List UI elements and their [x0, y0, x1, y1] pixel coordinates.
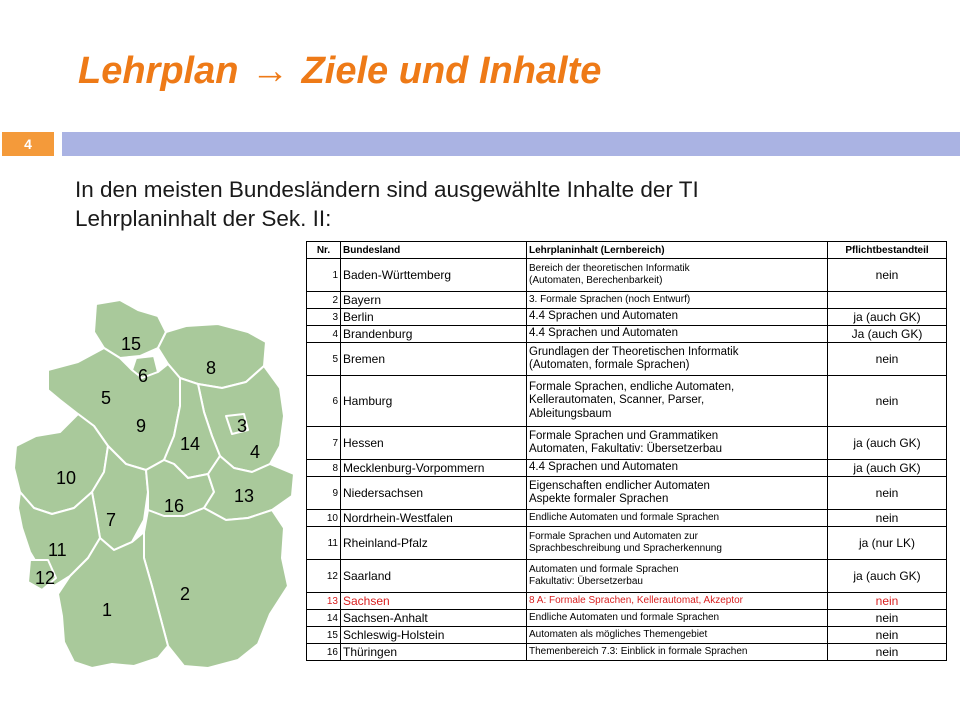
cell-pflichtbestandteil: nein: [828, 510, 947, 527]
cell-lehrplaninhalt: Themenbereich 7.3: Einblick in formale Sprachen: [527, 644, 828, 661]
header-bundesland: Bundesland: [341, 242, 527, 259]
map-number-2: 2: [180, 584, 191, 604]
cell-lehrplaninhalt: 4.4 Sprachen und Automaten: [527, 326, 828, 343]
map-number-5: 5: [101, 388, 112, 408]
cell-pflichtbestandteil: ja (auch GK): [828, 309, 947, 326]
cell-lehrplaninhalt: 4.4 Sprachen und Automaten: [527, 460, 828, 477]
cell-bundesland: Saarland: [341, 560, 527, 593]
cell-pflichtbestandteil: ja (nur LK): [828, 527, 947, 560]
table-row: [307, 644, 947, 661]
cell-lehrplaninhalt: 4.4 Sprachen und Automaten: [527, 309, 828, 326]
map-number-13: 13: [234, 486, 255, 506]
intro-line-2: Lehrplaninhalt der Sek. II:: [75, 206, 332, 231]
table-row: [307, 460, 947, 477]
cell-lehrplaninhalt: Automaten und formale Sprachen Fakultativ: Übersetzerbau: [527, 560, 828, 593]
cell-nr: 13: [307, 593, 341, 610]
cell-pflichtbestandteil: ja (auch GK): [828, 560, 947, 593]
table-row: [307, 326, 947, 343]
slide-title: [78, 50, 601, 93]
cell-nr: 14: [307, 610, 341, 627]
cell-pflichtbestandteil: nein: [828, 259, 947, 292]
cell-bundesland: Niedersachsen: [341, 477, 527, 510]
cell-bundesland: Thüringen: [341, 644, 527, 661]
map-number-8: 8: [206, 358, 217, 378]
cell-nr: 16: [307, 644, 341, 661]
cell-lehrplaninhalt: Bereich der theoretischen Informatik (Automaten, Berechenbarkeit): [527, 259, 828, 292]
cell-lehrplaninhalt: Automaten als mögliches Themengebiet: [527, 627, 828, 644]
header-pflichtbestandteil: Pflichtbestandteil: [828, 242, 947, 259]
header-bar: [62, 132, 960, 156]
header-lehrplaninhalt: Lehrplaninhalt (Lernbereich): [527, 242, 828, 259]
table-row: [307, 593, 947, 610]
cell-nr: 9: [307, 477, 341, 510]
cell-bundesland: Baden-Württemberg: [341, 259, 527, 292]
header-nr: Nr.: [307, 242, 341, 259]
cell-bundesland: Bremen: [341, 343, 527, 376]
map-number-1: 1: [102, 600, 113, 620]
map-number-12: 12: [35, 568, 56, 588]
germany-map-svg: [8, 296, 298, 720]
table-row: [307, 259, 947, 292]
cell-nr: 12: [307, 560, 341, 593]
intro-text: [75, 175, 935, 233]
cell-lehrplaninhalt: 8 A: Formale Sprachen, Kellerautomat, Akzeptor: [527, 593, 828, 610]
cell-bundesland: Sachsen-Anhalt: [341, 610, 527, 627]
cell-lehrplaninhalt: Grundlagen der Theoretischen Informatik (Automaten, formale Sprachen): [527, 343, 828, 376]
cell-lehrplaninhalt: Endliche Automaten und formale Sprachen: [527, 510, 828, 527]
cell-lehrplaninhalt: Formale Sprachen und Grammatiken Automaten, Fakultativ: Übersetzerbau: [527, 427, 828, 460]
map-number-11: 11: [48, 540, 67, 560]
cell-bundesland: Hessen: [341, 427, 527, 460]
table-row: [307, 627, 947, 644]
cell-pflichtbestandteil: nein: [828, 376, 947, 427]
cell-nr: 6: [307, 376, 341, 427]
cell-nr: 4: [307, 326, 341, 343]
cell-nr: 5: [307, 343, 341, 376]
cell-nr: 7: [307, 427, 341, 460]
germany-map: [8, 296, 298, 720]
map-number-7: 7: [106, 510, 117, 530]
cell-pflichtbestandteil: nein: [828, 593, 947, 610]
map-number-4: 4: [250, 442, 261, 462]
map-number-3: 3: [237, 416, 248, 436]
cell-bundesland: Schleswig-Holstein: [341, 627, 527, 644]
cell-bundesland: Mecklenburg-Vorpommern: [341, 460, 527, 477]
cell-lehrplaninhalt: 3. Formale Sprachen (noch Entwurf): [527, 292, 828, 309]
map-number-14: 14: [180, 434, 201, 454]
table-row: [307, 292, 947, 309]
table-row: [307, 527, 947, 560]
lehrplan-table: [306, 241, 947, 661]
cell-nr: 11: [307, 527, 341, 560]
table-row: [307, 376, 947, 427]
cell-bundesland: Rheinland-Pfalz: [341, 527, 527, 560]
cell-pflichtbestandteil: nein: [828, 644, 947, 661]
cell-pflichtbestandteil: nein: [828, 343, 947, 376]
cell-lehrplaninhalt: Formale Sprachen, endliche Automaten, Kellerautomaten, Scanner, Parser, Ableitungsbaum: [527, 376, 828, 427]
cell-pflichtbestandteil: nein: [828, 627, 947, 644]
page-number-badge: 4: [2, 132, 54, 156]
map-number-10: 10: [56, 468, 77, 488]
cell-bundesland: Nordrhein-Westfalen: [341, 510, 527, 527]
title-left: Lehrplan: [78, 50, 239, 92]
cell-lehrplaninhalt: Endliche Automaten und formale Sprachen: [527, 610, 828, 627]
cell-nr: 1: [307, 259, 341, 292]
cell-nr: 2: [307, 292, 341, 309]
cell-pflichtbestandteil: nein: [828, 477, 947, 510]
map-number-6: 6: [138, 366, 149, 386]
cell-nr: 15: [307, 627, 341, 644]
cell-pflichtbestandteil: Ja (auch GK): [828, 326, 947, 343]
cell-bundesland: Berlin: [341, 309, 527, 326]
table-row: [307, 427, 947, 460]
table-row: [307, 510, 947, 527]
map-number-9: 9: [136, 416, 147, 436]
cell-pflichtbestandteil: nein: [828, 610, 947, 627]
table-row: [307, 477, 947, 510]
cell-bundesland: Sachsen: [341, 593, 527, 610]
cell-pflichtbestandteil: [828, 292, 947, 309]
arrow-right-icon: →: [251, 50, 290, 92]
cell-bundesland: Brandenburg: [341, 326, 527, 343]
table-header-row: [307, 242, 947, 259]
cell-pflichtbestandteil: ja (auch GK): [828, 427, 947, 460]
cell-nr: 3: [307, 309, 341, 326]
table-row: [307, 560, 947, 593]
cell-nr: 8: [307, 460, 341, 477]
table-row: [307, 343, 947, 376]
table-row: [307, 610, 947, 627]
map-number-16: 16: [164, 496, 185, 516]
cell-bundesland: Bayern: [341, 292, 527, 309]
cell-nr: 10: [307, 510, 341, 527]
cell-lehrplaninhalt: Eigenschaften endlicher Automaten Aspekte formaler Sprachen: [527, 477, 828, 510]
title-right: Ziele und Inhalte: [301, 50, 602, 92]
map-number-15: 15: [121, 334, 142, 354]
intro-line-1: In den meisten Bundesländern sind ausgewählte Inhalte der TI: [75, 177, 699, 202]
cell-bundesland: Hamburg: [341, 376, 527, 427]
table-row: [307, 309, 947, 326]
cell-lehrplaninhalt: Formale Sprachen und Automaten zur Sprachbeschreibung und Spracherkennung: [527, 527, 828, 560]
cell-pflichtbestandteil: ja (auch GK): [828, 460, 947, 477]
